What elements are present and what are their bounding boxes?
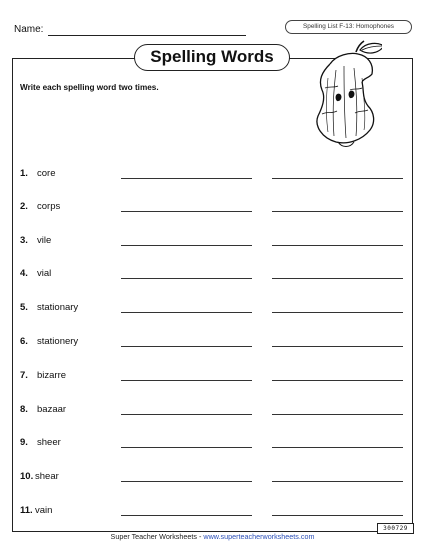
write-line-2[interactable]: [272, 312, 403, 313]
write-line-1[interactable]: [121, 481, 252, 482]
spelling-word: bizarre: [37, 370, 67, 381]
write-line-2[interactable]: [272, 278, 403, 279]
write-line-2[interactable]: [272, 515, 403, 516]
spelling-word: core: [37, 168, 56, 179]
write-line-1[interactable]: [121, 178, 252, 179]
write-line-1[interactable]: [121, 346, 252, 347]
word-row: [20, 266, 410, 282]
word-row: [20, 233, 410, 249]
word-number: 2.: [20, 201, 28, 212]
write-line-1[interactable]: [121, 380, 252, 381]
spelling-word: sheer: [37, 437, 61, 448]
word-number: 1.: [20, 168, 28, 179]
name-label: Name:: [14, 24, 44, 35]
word-number: 4.: [20, 268, 28, 279]
spelling-word: corps: [37, 201, 61, 212]
write-line-1[interactable]: [121, 447, 252, 448]
write-line-2[interactable]: [272, 178, 403, 179]
word-row: [20, 199, 410, 215]
word-row: [20, 334, 410, 350]
write-line-1[interactable]: [121, 245, 252, 246]
write-line-2[interactable]: [272, 211, 403, 212]
write-line-1[interactable]: [121, 515, 252, 516]
apple-core-icon: [292, 38, 382, 158]
spelling-word: vile: [37, 235, 52, 246]
spelling-word: stationery: [37, 336, 79, 347]
word-row: [20, 368, 410, 384]
spelling-word: vain: [35, 505, 53, 516]
word-number: 9.: [20, 437, 28, 448]
word-number: 5.: [20, 302, 28, 313]
footer: [0, 532, 425, 541]
write-line-2[interactable]: [272, 414, 403, 415]
word-number: 6.: [20, 336, 28, 347]
write-line-1[interactable]: [121, 211, 252, 212]
word-row: [20, 402, 410, 418]
word-number: 10.: [20, 471, 34, 482]
write-line-2[interactable]: [272, 481, 403, 482]
write-line-2[interactable]: [272, 346, 403, 347]
write-line-1[interactable]: [121, 312, 252, 313]
word-row: [20, 300, 410, 316]
spelling-list-tag: Spelling List F-13: Homophones: [285, 20, 412, 34]
instructions: Write each spelling word two times.: [20, 83, 159, 92]
word-number: 8.: [20, 404, 28, 415]
name-line[interactable]: [48, 35, 246, 36]
spelling-word: stationary: [37, 302, 79, 313]
word-number: 11.: [20, 505, 33, 516]
word-row: [20, 435, 410, 451]
spelling-word: bazaar: [37, 404, 67, 415]
spelling-word: shear: [35, 471, 59, 482]
worksheet-code: 300729: [377, 523, 414, 534]
word-row: [20, 166, 410, 182]
spelling-word: vial: [37, 268, 52, 279]
write-line-1[interactable]: [121, 278, 252, 279]
word-number: 7.: [20, 370, 28, 381]
write-line-2[interactable]: [272, 380, 403, 381]
word-row: [20, 469, 410, 485]
footer-brand: Super Teacher Worksheets: [110, 532, 197, 541]
word-row: [20, 503, 410, 519]
write-line-2[interactable]: [272, 245, 403, 246]
page-title: Spelling Words: [134, 44, 290, 71]
word-number: 3.: [20, 235, 28, 246]
write-line-2[interactable]: [272, 447, 403, 448]
write-line-1[interactable]: [121, 414, 252, 415]
footer-separator: -: [196, 532, 204, 541]
footer-url-link[interactable]: www.superteacherworksheets.com: [203, 532, 315, 541]
